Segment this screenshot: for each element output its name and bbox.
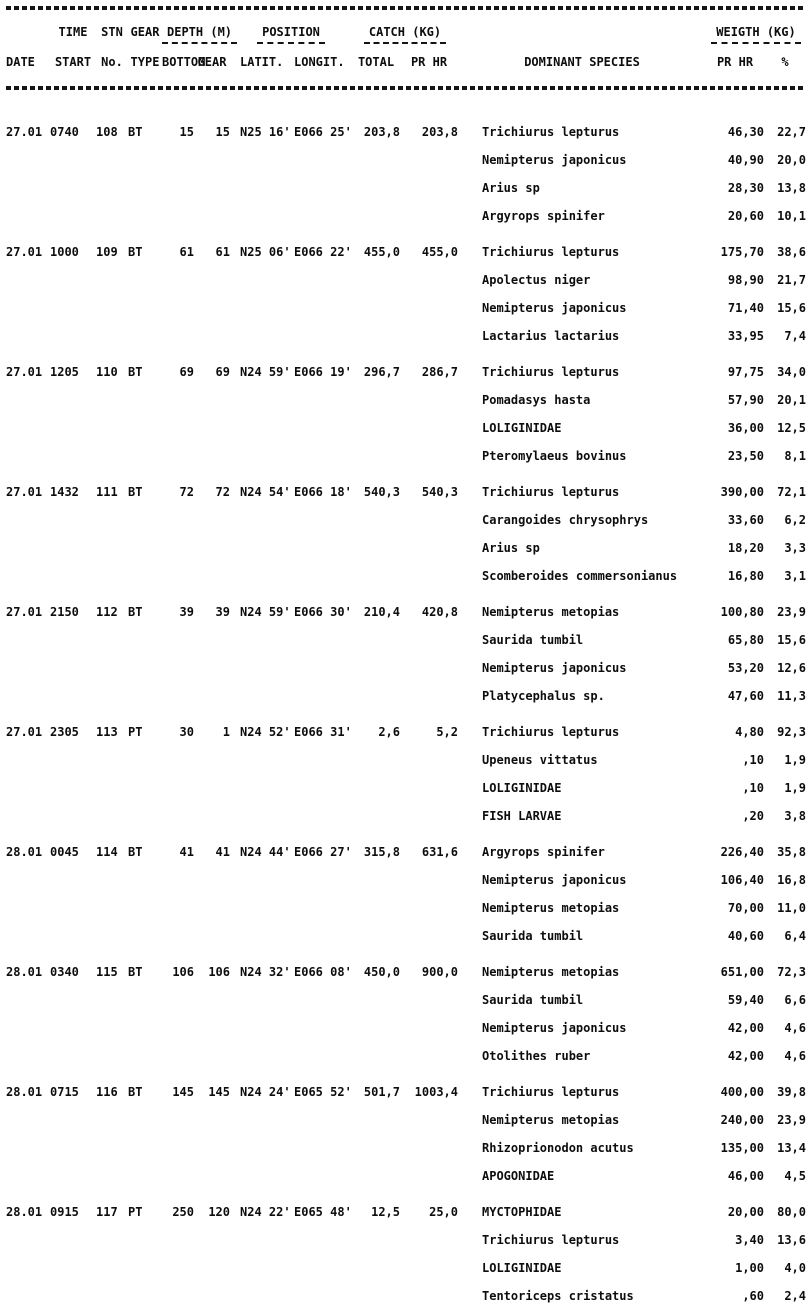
station-gear-type: BT [128, 485, 143, 499]
species-name: Nemipterus japonicus [482, 1021, 627, 1035]
station-number: 108 [96, 125, 118, 139]
species-weight-pr-hr: 175,70 [720, 245, 764, 259]
species-weight-pr-hr: 106,40 [720, 873, 764, 887]
species-weight-pr-hr: ,10 [742, 781, 764, 795]
station-date: 28.01 [6, 1205, 43, 1219]
station-depth-bottom: 41 [179, 845, 194, 859]
station-catch-pr-hr: 900,0 [421, 965, 458, 979]
station-number: 114 [96, 845, 118, 859]
species-weight-pr-hr: 33,95 [727, 329, 764, 343]
species-name: Otolithes ruber [482, 1049, 591, 1063]
header-catch-group [352, 24, 458, 44]
station-latitude: N24 59' [240, 605, 291, 619]
species-weight-pr-hr: 390,00 [720, 485, 764, 499]
station-catch-total: 12,5 [371, 1205, 400, 1219]
station-depth-gear: 145 [208, 1085, 230, 1099]
station-date: 27.01 [6, 725, 43, 739]
species-name: Saurida tumbil [482, 993, 584, 1007]
header-pr-hr: PR HR [410, 55, 448, 69]
station-latitude: N24 44' [240, 845, 291, 859]
species-name: Trichiurus lepturus [482, 1233, 620, 1247]
station-date: 28.01 [6, 845, 43, 859]
station-depth-gear: 1 [222, 725, 230, 739]
station-latitude: N24 22' [240, 1205, 291, 1219]
species-percent: 39,8 [777, 1085, 806, 1099]
species-weight-pr-hr: 3,40 [735, 1233, 764, 1247]
station-longitude: E066 31' [294, 725, 352, 739]
species-weight-pr-hr: 240,00 [720, 1113, 764, 1127]
header-weight-pr-hr: PR HR [716, 55, 754, 69]
species-percent: 21,7 [777, 273, 806, 287]
station-block [6, 598, 806, 710]
header-time: TIME [58, 25, 88, 39]
species-name: Argyrops spinifer [482, 209, 605, 223]
species-name: Nemipterus metopias [482, 1113, 620, 1127]
species-percent: 4,6 [784, 1021, 806, 1035]
station-depth-gear: 15 [215, 125, 230, 139]
species-weight-pr-hr: 53,20 [727, 661, 764, 675]
species-weight-pr-hr: 42,00 [727, 1021, 764, 1035]
station-longitude: E066 27' [294, 845, 352, 859]
station-block [6, 1198, 806, 1310]
station-date: 27.01 [6, 485, 43, 499]
station-catch-total: 501,7 [363, 1085, 400, 1099]
species-percent: 2,4 [784, 1289, 806, 1303]
species-percent: 3,3 [784, 541, 806, 555]
station-gear-type: BT [128, 965, 143, 979]
species-percent: 3,8 [784, 809, 806, 823]
species-weight-pr-hr: 98,90 [727, 273, 764, 287]
species-weight-pr-hr: 70,00 [727, 901, 764, 915]
header-type: TYPE [130, 55, 160, 69]
header-gear: GEAR [130, 25, 160, 39]
species-percent: 23,9 [777, 605, 806, 619]
header-percent: % [781, 55, 789, 69]
species-name: Argyrops spinifer [482, 845, 605, 859]
species-weight-pr-hr: 100,80 [720, 605, 764, 619]
species-name: Nemipterus japonicus [482, 661, 627, 675]
station-gear-type: PT [128, 725, 143, 739]
header-stn: STN [101, 25, 123, 39]
species-name: Pomadasys hasta [482, 393, 591, 407]
species-name: Nemipterus metopias [482, 901, 620, 915]
species-name: Trichiurus lepturus [482, 725, 620, 739]
species-weight-pr-hr: 71,40 [727, 301, 764, 315]
station-number: 113 [96, 725, 118, 739]
station-catch-total: 450,0 [363, 965, 400, 979]
station-longitude: E066 08' [294, 965, 352, 979]
species-name: Scomberoides commersonianus [482, 569, 678, 583]
species-weight-pr-hr: 59,40 [727, 993, 764, 1007]
station-catch-pr-hr: 631,6 [421, 845, 458, 859]
station-block [6, 838, 806, 950]
species-name: Nemipterus japonicus [482, 153, 627, 167]
species-percent: 6,2 [784, 513, 806, 527]
station-date: 27.01 [6, 605, 43, 619]
station-gear-type: BT [128, 845, 143, 859]
station-catch-total: 315,8 [363, 845, 400, 859]
species-percent: 1,9 [784, 781, 806, 795]
species-name: Saurida tumbil [482, 633, 584, 647]
species-name: Trichiurus lepturus [482, 125, 620, 139]
species-weight-pr-hr: 28,30 [727, 181, 764, 195]
species-name: Upeneus vittatus [482, 753, 598, 767]
species-name: Nemipterus japonicus [482, 873, 627, 887]
station-longitude: E066 22' [294, 245, 352, 259]
station-number: 112 [96, 605, 118, 619]
species-percent: 13,6 [777, 1233, 806, 1247]
species-percent: 8,1 [784, 449, 806, 463]
species-name: Nemipterus metopias [482, 605, 620, 619]
species-percent: 23,9 [777, 1113, 806, 1127]
station-latitude: N24 59' [240, 365, 291, 379]
species-weight-pr-hr: 47,60 [727, 689, 764, 703]
species-name: Nemipterus metopias [482, 965, 620, 979]
species-percent: 12,5 [777, 421, 806, 435]
station-depth-bottom: 61 [179, 245, 194, 259]
station-catch-pr-hr: 420,8 [421, 605, 458, 619]
station-gear-type: BT [128, 1085, 143, 1099]
station-catch-pr-hr: 5,2 [436, 725, 458, 739]
species-name: Nemipterus japonicus [482, 301, 627, 315]
station-catch-pr-hr: 203,8 [421, 125, 458, 139]
species-name: Trichiurus lepturus [482, 365, 620, 379]
species-percent: 4,6 [784, 1049, 806, 1063]
station-latitude: N24 54' [240, 485, 291, 499]
station-latitude: N24 32' [240, 965, 291, 979]
station-number: 111 [96, 485, 118, 499]
station-gear-type: BT [128, 245, 143, 259]
species-weight-pr-hr: 42,00 [727, 1049, 764, 1063]
station-latitude: N24 24' [240, 1085, 291, 1099]
station-block [6, 238, 806, 350]
station-date: 27.01 [6, 125, 43, 139]
header-total: TOTAL [357, 55, 395, 69]
species-weight-pr-hr: 651,00 [720, 965, 764, 979]
species-percent: 80,0 [777, 1205, 806, 1219]
station-depth-bottom: 39 [179, 605, 194, 619]
header-no: No. [101, 55, 123, 69]
station-number: 110 [96, 365, 118, 379]
station-depth-gear: 120 [208, 1205, 230, 1219]
header-latit: LATIT. [240, 55, 284, 69]
station-time-start: 1205 [50, 365, 79, 379]
species-name: Trichiurus lepturus [482, 485, 620, 499]
species-weight-pr-hr: 33,60 [727, 513, 764, 527]
station-catch-pr-hr: 455,0 [421, 245, 458, 259]
station-depth-gear: 39 [215, 605, 230, 619]
station-block [6, 718, 806, 830]
station-latitude: N25 06' [240, 245, 291, 259]
station-longitude: E066 19' [294, 365, 352, 379]
station-rows [6, 118, 811, 1310]
header-weight-group [706, 24, 806, 44]
species-weight-pr-hr: 40,60 [727, 929, 764, 943]
station-number: 115 [96, 965, 118, 979]
station-depth-gear: 41 [215, 845, 230, 859]
station-latitude: N25 16' [240, 125, 291, 139]
species-name: APOGONIDAE [482, 1169, 555, 1183]
station-block [6, 1078, 806, 1190]
species-weight-pr-hr: 20,00 [727, 1205, 764, 1219]
station-depth-bottom: 250 [172, 1205, 194, 1219]
station-time-start: 1000 [50, 245, 79, 259]
station-longitude: E065 52' [294, 1085, 352, 1099]
station-date: 27.01 [6, 245, 43, 259]
species-percent: 72,3 [777, 965, 806, 979]
station-depth-gear: 69 [215, 365, 230, 379]
species-weight-pr-hr: 97,75 [727, 365, 764, 379]
header-longit: LONGIT. [294, 55, 345, 69]
species-weight-pr-hr: ,60 [742, 1289, 764, 1303]
station-date: 28.01 [6, 965, 43, 979]
species-percent: 1,9 [784, 753, 806, 767]
station-time-start: 0340 [50, 965, 79, 979]
species-percent: 13,8 [777, 181, 806, 195]
station-time-start: 0740 [50, 125, 79, 139]
species-weight-pr-hr: 57,90 [727, 393, 764, 407]
species-name: Arius sp [482, 181, 540, 195]
species-percent: 11,0 [777, 901, 806, 915]
species-percent: 6,6 [784, 993, 806, 1007]
species-name: LOLIGINIDAE [482, 421, 562, 435]
station-longitude: E066 18' [294, 485, 352, 499]
station-depth-bottom: 145 [172, 1085, 194, 1099]
station-number: 116 [96, 1085, 118, 1099]
species-percent: 13,4 [777, 1141, 806, 1155]
station-block [6, 358, 806, 470]
station-depth-gear: 72 [215, 485, 230, 499]
station-longitude: E065 48' [294, 1205, 352, 1219]
station-time-start: 1432 [50, 485, 79, 499]
station-depth-bottom: 72 [179, 485, 194, 499]
station-number: 109 [96, 245, 118, 259]
station-catch-pr-hr: 1003,4 [414, 1085, 458, 1099]
species-weight-pr-hr: 40,90 [727, 153, 764, 167]
species-name: LOLIGINIDAE [482, 781, 562, 795]
species-percent: 3,1 [784, 569, 806, 583]
station-catch-pr-hr: 540,3 [421, 485, 458, 499]
species-percent: 10,1 [777, 209, 806, 223]
station-depth-gear: 106 [208, 965, 230, 979]
station-gear-type: BT [128, 125, 143, 139]
station-depth-bottom: 30 [179, 725, 194, 739]
header-dashed-rule [6, 86, 806, 90]
species-percent: 15,6 [777, 301, 806, 315]
station-depth-gear: 61 [215, 245, 230, 259]
species-name: MYCTOPHIDAE [482, 1205, 562, 1219]
header-dominant-species: DOMINANT SPECIES [524, 55, 640, 69]
header-depth-label: DEPTH (M) [162, 24, 237, 44]
species-percent: 11,3 [777, 689, 806, 703]
species-percent: 38,6 [777, 245, 806, 259]
station-catch-total: 2,6 [378, 725, 400, 739]
species-weight-pr-hr: 65,80 [727, 633, 764, 647]
header-group-row [6, 24, 806, 44]
species-name: Pteromylaeus bovinus [482, 449, 627, 463]
species-weight-pr-hr: 226,40 [720, 845, 764, 859]
station-date: 28.01 [6, 1085, 43, 1099]
species-name: Carangoides chrysophrys [482, 513, 649, 527]
station-date: 27.01 [6, 365, 43, 379]
species-name: Saurida tumbil [482, 929, 584, 943]
top-dashed-rule [6, 6, 806, 10]
species-name: LOLIGINIDAE [482, 1261, 562, 1275]
species-name: Arius sp [482, 541, 540, 555]
species-percent: 12,6 [777, 661, 806, 675]
station-depth-bottom: 69 [179, 365, 194, 379]
species-weight-pr-hr: 23,50 [727, 449, 764, 463]
station-block [6, 118, 806, 230]
species-weight-pr-hr: 46,30 [727, 125, 764, 139]
species-weight-pr-hr: 135,00 [720, 1141, 764, 1155]
header-sub-row [6, 54, 806, 70]
header-gear-depth: GEAR [197, 55, 227, 69]
header-bottom: BOTTOM [162, 55, 206, 69]
species-weight-pr-hr: 4,80 [735, 725, 764, 739]
station-depth-bottom: 106 [172, 965, 194, 979]
header-catch-label: CATCH (KG) [364, 24, 446, 44]
species-percent: 6,4 [784, 929, 806, 943]
species-percent: 4,5 [784, 1169, 806, 1183]
species-name: Tentoriceps cristatus [482, 1289, 634, 1303]
station-catch-pr-hr: 286,7 [421, 365, 458, 379]
station-gear-type: BT [128, 365, 143, 379]
species-weight-pr-hr: ,20 [742, 809, 764, 823]
station-number: 117 [96, 1205, 118, 1219]
station-time-start: 2150 [50, 605, 79, 619]
station-catch-total: 203,8 [363, 125, 400, 139]
species-percent: 20,0 [777, 153, 806, 167]
species-weight-pr-hr: 20,60 [727, 209, 764, 223]
species-percent: 92,3 [777, 725, 806, 739]
species-percent: 16,8 [777, 873, 806, 887]
station-catch-total: 296,7 [363, 365, 400, 379]
header-start: START [54, 55, 92, 69]
station-gear-type: BT [128, 605, 143, 619]
species-percent: 7,4 [784, 329, 806, 343]
species-percent: 20,1 [777, 393, 806, 407]
station-catch-total: 455,0 [363, 245, 400, 259]
header-position-label: POSITION [257, 24, 325, 44]
species-percent: 34,0 [777, 365, 806, 379]
station-longitude: E066 30' [294, 605, 352, 619]
station-time-start: 0915 [50, 1205, 79, 1219]
species-weight-pr-hr: ,10 [742, 753, 764, 767]
species-name: Platycephalus sp. [482, 689, 605, 703]
station-latitude: N24 52' [240, 725, 291, 739]
species-name: Rhizoprionodon acutus [482, 1141, 634, 1155]
species-percent: 4,0 [784, 1261, 806, 1275]
station-time-start: 2305 [50, 725, 79, 739]
species-name: Trichiurus lepturus [482, 245, 620, 259]
station-catch-pr-hr: 25,0 [429, 1205, 458, 1219]
species-percent: 35,8 [777, 845, 806, 859]
species-name: Lactarius lactarius [482, 329, 620, 343]
species-weight-pr-hr: 36,00 [727, 421, 764, 435]
header-weight-label: WEIGTH (KG) [711, 24, 800, 44]
species-name: FISH LARVAE [482, 809, 562, 823]
header-date: DATE [6, 55, 35, 69]
station-time-start: 0715 [50, 1085, 79, 1099]
species-name: Apolectus niger [482, 273, 591, 287]
header-depth-group [162, 24, 233, 44]
station-longitude: E066 25' [294, 125, 352, 139]
species-weight-pr-hr: 46,00 [727, 1169, 764, 1183]
species-weight-pr-hr: 1,00 [735, 1261, 764, 1275]
species-weight-pr-hr: 18,20 [727, 541, 764, 555]
station-gear-type: PT [128, 1205, 143, 1219]
species-percent: 15,6 [777, 633, 806, 647]
station-block [6, 958, 806, 1070]
species-name: Trichiurus lepturus [482, 1085, 620, 1099]
species-percent: 22,7 [777, 125, 806, 139]
header-position-group [230, 24, 352, 44]
station-time-start: 0045 [50, 845, 79, 859]
species-percent: 72,1 [777, 485, 806, 499]
station-depth-bottom: 15 [179, 125, 194, 139]
species-weight-pr-hr: 400,00 [720, 1085, 764, 1099]
station-catch-total: 210,4 [363, 605, 400, 619]
species-weight-pr-hr: 16,80 [727, 569, 764, 583]
station-catch-total: 540,3 [363, 485, 400, 499]
station-block [6, 478, 806, 590]
